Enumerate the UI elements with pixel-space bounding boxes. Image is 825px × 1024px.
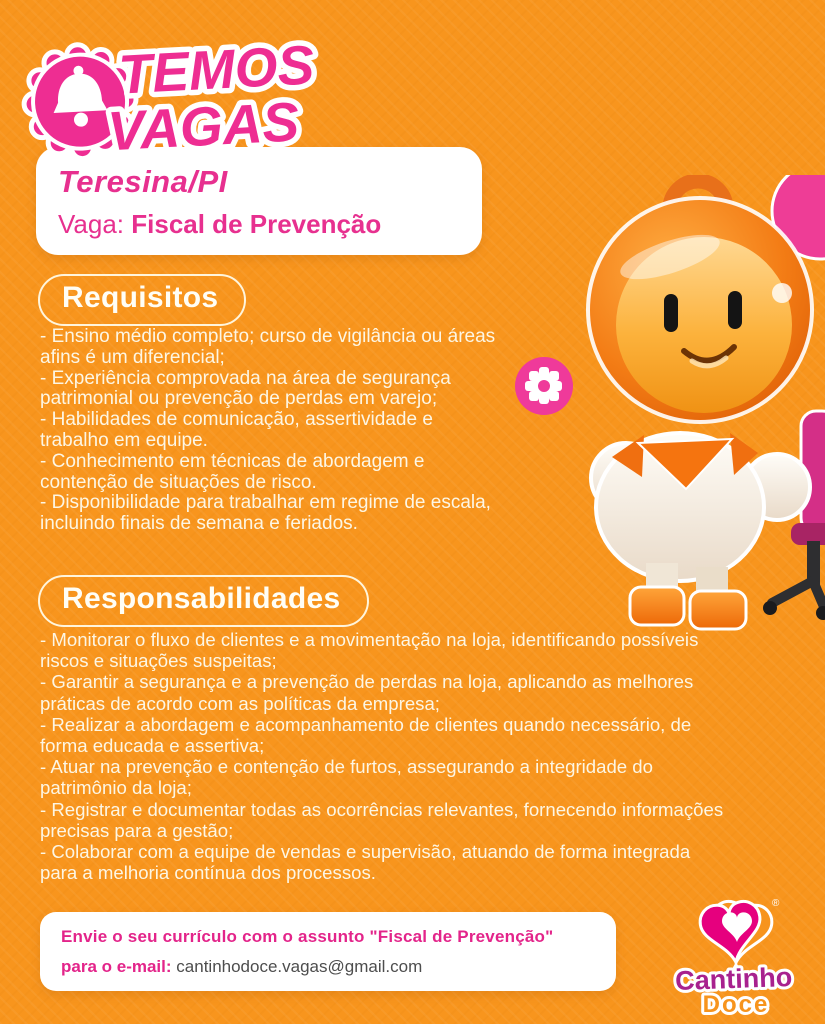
- contact-subject-line: Envie o seu currículo com o assunto "Fiscal de Prevenção": [61, 927, 554, 946]
- responsabilidades-heading: Responsabilidades: [38, 575, 369, 627]
- list-item: - Registrar e documentar todas as ocorrências relevantes, fornecendo informações precisas para a gestão;: [40, 798, 724, 841]
- gear-circle-badge: [512, 354, 576, 418]
- list-item: - Colaborar com a equipe de vendas e supervisão, atuando de forma integrada para a melhoria contínua dos processos.: [40, 841, 691, 884]
- logo-text-line1: TEMOS: [117, 33, 316, 106]
- cantinho-doce-logo: [648, 898, 820, 1020]
- chair-wheel: [816, 606, 825, 620]
- list-item: - Monitorar o fluxo de clientes e a movimentação na loja, identificando possíveis riscos e situações suspeitas;: [40, 629, 699, 672]
- list-item: - Atuar na prevenção e contenção de furtos, assegurando a integridade do patrimônio da loja;: [40, 756, 653, 799]
- registered-mark: ®: [772, 898, 780, 909]
- heart-balloon-icon: [698, 898, 780, 973]
- list-item: - Garantir a segurança e a prevenção de perdas na loja, aplicando as melhores práticas de acordo com as políticas da empresa;: [40, 671, 694, 714]
- gear-icon: [525, 367, 562, 404]
- list-item: - Ensino médio completo; curso de vigilância ou áreas afins é um diferencial;: [40, 326, 496, 368]
- contact-email-label: para o e-mail:: [61, 957, 172, 976]
- chair-wheel: [763, 601, 777, 615]
- list-item: - Experiência comprovada na área de segurança patrimonial ou prevenção de perdas em varejo;: [40, 367, 451, 410]
- list-item: - Realizar a abordagem e acompanhamento de clientes quando necessário, de forma educada e assertiva;: [40, 713, 692, 757]
- contact-email-address: cantinhodoce.vagas@gmail.com: [176, 957, 423, 976]
- mascot-right-boot: [690, 591, 746, 629]
- logo-text-line2: VAGAS: [106, 90, 301, 163]
- contact-card: [40, 912, 616, 991]
- requisitos-heading: Requisitos: [38, 274, 246, 326]
- responsabilidades-list: [40, 629, 732, 883]
- vacancy-label: Vaga:: [58, 209, 125, 239]
- list-item: - Conhecimento em técnicas de abordagem e contenção de situações de risco.: [40, 450, 425, 493]
- helmet-gloss-dot: [772, 283, 792, 303]
- requisitos-list: [40, 327, 496, 535]
- brand-name-bottom: Doce: [702, 991, 770, 1018]
- vacancy-line: [58, 209, 460, 240]
- mascot-left-eye: [664, 294, 678, 332]
- contact-email-line: [61, 957, 595, 977]
- brand-name-top: Cantinho: [674, 961, 793, 997]
- list-item: - Habilidades de comunicação, assertividade e trabalho em equipe.: [40, 409, 433, 451]
- mascot-right-eye: [728, 291, 742, 329]
- temos-vagas-logo: [15, 19, 362, 177]
- mascot-left-boot: [630, 587, 684, 625]
- vacancy-title: Fiscal de Prevenção: [131, 209, 382, 239]
- list-item: - Disponibilidade para trabalhar em regime de escala, incluindo finais de semana e feriados.: [40, 492, 491, 535]
- location-text: Teresina/PI: [58, 164, 228, 199]
